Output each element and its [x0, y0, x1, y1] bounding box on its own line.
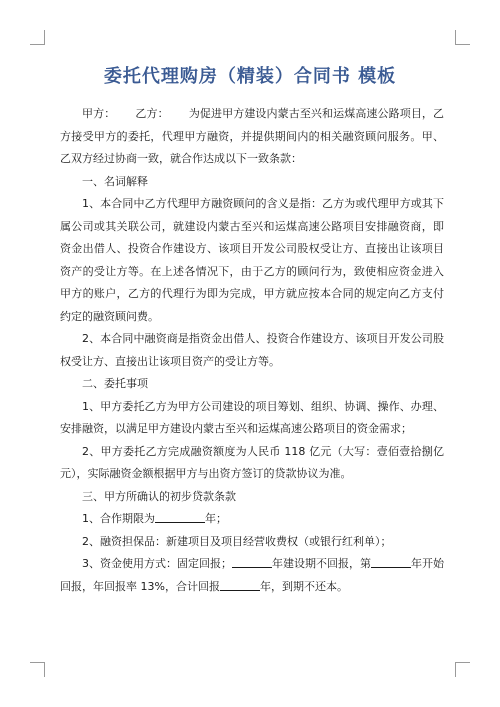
section-1-heading: 一、名词解释 — [82, 174, 148, 188]
section-3-item-1 — [60, 508, 444, 531]
document-body — [60, 103, 444, 598]
item-3-text-d: 年，到期不还本。 — [259, 579, 348, 593]
crop-mark-bottom-right — [455, 662, 470, 677]
term-years-blank[interactable] — [155, 510, 205, 523]
section-1-paragraph-1: 1、本合同中乙方代理甲方融资顾问的含义是指：乙方为或代理甲方或其下属公司或其关联公司，就建设内蒙古至兴和运煤高速公路项目安排融资商，即资金出借人、投资合作建设方、该项目开发公司股权受让方、直接出让该项目资产的受让方等。在上述各情况下，由于乙方的顾问行为，致使相应资金进入甲方的账户，乙方的代理行为即为完成，甲方就应按本合同的规定向乙方支付约定的融资顾问费。 — [60, 197, 444, 323]
crop-mark-top-left — [30, 30, 45, 45]
intro-paragraph — [60, 103, 444, 171]
item-1-text-b: 年； — [205, 512, 227, 525]
section-2-paragraph-2: 2、甲方委托乙方完成融资额度为人民币 118 亿元（大写：壹佰壹拾捌亿元），实际融资金额根据甲方与出资方签订的贷款协议为准。 — [60, 444, 444, 480]
section-2-paragraph-1: 1、甲方委托乙方为甲方公司建设的项目筹划、组织、协调、操作、办理、安排融资，以满足甲方建设内蒙古至兴和运煤高速公路项目的资金需求； — [60, 399, 444, 435]
party-b-label: 乙方： — [135, 107, 169, 120]
total-years-blank[interactable] — [220, 578, 260, 591]
section-1-paragraph-2: 2、本合同中融资商是指资金出借人、投资合作建设方、该项目开发公司股权受让方、直接出让该项目资产的受让方等。 — [60, 332, 444, 368]
section-3-item-3 — [60, 553, 444, 598]
construction-years-blank[interactable] — [232, 555, 272, 568]
party-a-label: 甲方： — [82, 107, 116, 120]
crop-mark-bottom-left — [30, 662, 45, 677]
item-3-text-c: 年开始回报，年回报率 13%，合计回报 — [60, 557, 444, 593]
item-3-text-a: 3、资金使用方式：固定回报； — [82, 557, 232, 570]
crop-mark-top-right — [455, 30, 470, 45]
section-2-heading: 二、委托事项 — [82, 377, 148, 390]
document-title: 委托代理购房（精装）合同书 模板 — [103, 66, 397, 87]
item-1-text-a: 1、合作期限为 — [82, 512, 155, 525]
item-3-text-b: 年建设期不回报，第 — [272, 557, 371, 570]
intro-text: 为促进甲方建设内蒙古至兴和运煤高速公路项目，乙方接受甲方的委托，代理甲方融资，并提供期间内的相关融资顾问服务。甲、乙双方经过协商一致，就合作达成以下一致条款： — [60, 107, 445, 165]
start-year-blank[interactable] — [371, 555, 411, 568]
section-3-item-2: 2、融资担保品：新建项目及项目经营收费权（或银行红利单）； — [82, 534, 392, 548]
section-3-heading: 三、甲方所确认的初步贷款条款 — [82, 489, 236, 503]
